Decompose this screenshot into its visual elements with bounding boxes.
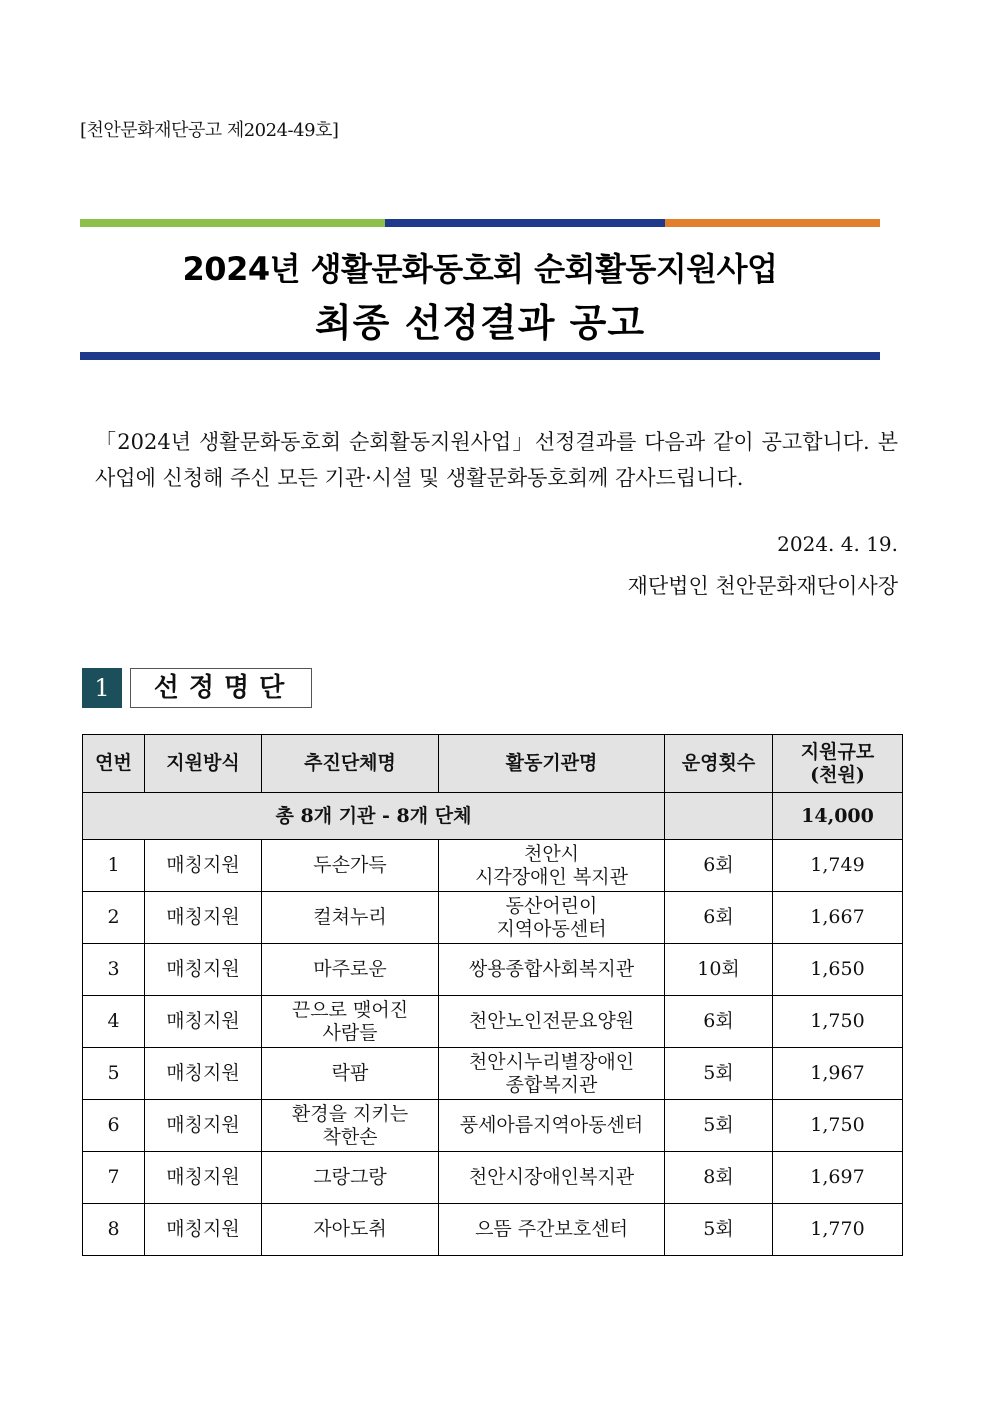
header-bottom-stripe: [80, 352, 880, 360]
document-title-line2: 최종 선정결과 공고: [314, 301, 646, 345]
cell-institution: 천안시장애인복지관: [439, 1152, 665, 1204]
stripe-blue-segment: [385, 219, 665, 227]
header-sessions: 운영횟수: [665, 735, 773, 793]
cell-support-type: 매칭지원: [145, 1152, 262, 1204]
cell-institution: 천안노인전문요양원: [439, 996, 665, 1048]
cell-support-type: 매칭지원: [145, 892, 262, 944]
cell-no: 5: [83, 1048, 145, 1100]
cell-support-type: 매칭지원: [145, 1204, 262, 1256]
announcement-body: 「2024년 생활문화동호회 순회활동지원사업」선정결과를 다음과 같이 공고합니다. 본 사업에 신청해 주신 모든 기관·시설 및 생활문화동호회께 감사드립니다.: [95, 430, 898, 490]
cell-support-type: 매칭지원: [145, 944, 262, 996]
cell-institution: 천안시 시각장애인 복지관: [439, 840, 665, 892]
table-row: [83, 1204, 903, 1256]
cell-institution: 쌍용종합사회복지관: [439, 944, 665, 996]
cell-institution: 으뜸 주간보호센터: [439, 1204, 665, 1256]
cell-amount: 1,750: [773, 996, 903, 1048]
cell-support-type: 매칭지원: [145, 996, 262, 1048]
cell-amount: 1,749: [773, 840, 903, 892]
table-row: [83, 892, 903, 944]
cell-no: 3: [83, 944, 145, 996]
cell-no: 8: [83, 1204, 145, 1256]
total-count: [665, 793, 773, 840]
table-row: [83, 840, 903, 892]
cell-group-name: 끈으로 맺어진 사람들: [262, 996, 439, 1048]
table-total-row: [83, 793, 903, 840]
cell-amount: 1,650: [773, 944, 903, 996]
section-number-badge: 1: [82, 668, 122, 708]
cell-sessions: 5회: [665, 1204, 773, 1256]
cell-sessions: 6회: [665, 840, 773, 892]
cell-group-name: 자아도취: [262, 1204, 439, 1256]
total-label: 총 8개 기관 - 8개 단체: [83, 793, 665, 840]
table-header-row: [83, 735, 903, 793]
cell-group-name: 두손가득: [262, 840, 439, 892]
cell-sessions: 6회: [665, 996, 773, 1048]
cell-sessions: 5회: [665, 1048, 773, 1100]
cell-support-type: 매칭지원: [145, 1100, 262, 1152]
cell-support-type: 매칭지원: [145, 840, 262, 892]
table-row: [83, 1100, 903, 1152]
selection-table: [82, 734, 903, 1256]
cell-sessions: 5회: [665, 1100, 773, 1152]
cell-no: 1: [83, 840, 145, 892]
table-row: [83, 944, 903, 996]
cell-institution: 동산어린이 지역아동센터: [439, 892, 665, 944]
cell-support-type: 매칭지원: [145, 1048, 262, 1100]
cell-no: 6: [83, 1100, 145, 1152]
header-group-name: 추진단체명: [262, 735, 439, 793]
cell-group-name: 마주로운: [262, 944, 439, 996]
table-row: [83, 1152, 903, 1204]
cell-amount: 1,770: [773, 1204, 903, 1256]
cell-sessions: 8회: [665, 1152, 773, 1204]
cell-institution: 천안시누리별장애인 종합복지관: [439, 1048, 665, 1100]
cell-group-name: 환경을 지키는 착한손: [262, 1100, 439, 1152]
cell-amount: 1,967: [773, 1048, 903, 1100]
table-row: [83, 996, 903, 1048]
cell-no: 7: [83, 1152, 145, 1204]
header-support-type: 지원방식: [145, 735, 262, 793]
announcement-date: 2024. 4. 19.: [777, 532, 898, 556]
cell-amount: 1,750: [773, 1100, 903, 1152]
header-color-stripe: [80, 219, 880, 227]
table-row: [83, 1048, 903, 1100]
cell-group-name: 컬쳐누리: [262, 892, 439, 944]
notice-number: [천안문화재단공고 제2024-49호]: [80, 120, 339, 141]
cell-group-name: 락팜: [262, 1048, 439, 1100]
header-amount: 지원규모 (천원): [773, 735, 903, 793]
cell-amount: 1,667: [773, 892, 903, 944]
cell-no: 2: [83, 892, 145, 944]
cell-group-name: 그랑그랑: [262, 1152, 439, 1204]
issuer-name: 재단법인 천안문화재단이사장: [627, 574, 898, 598]
stripe-orange-segment: [665, 219, 880, 227]
section-title: 선정명단: [130, 668, 312, 708]
total-amount: 14,000: [773, 793, 903, 840]
cell-sessions: 10회: [665, 944, 773, 996]
header-no: 연번: [83, 735, 145, 793]
cell-sessions: 6회: [665, 892, 773, 944]
document-title-line1: 2024년 생활문화동호회 순회활동지원사업: [182, 250, 778, 288]
cell-no: 4: [83, 996, 145, 1048]
cell-amount: 1,697: [773, 1152, 903, 1204]
header-institution: 활동기관명: [439, 735, 665, 793]
stripe-green-segment: [80, 219, 385, 227]
cell-institution: 풍세아름지역아동센터: [439, 1100, 665, 1152]
